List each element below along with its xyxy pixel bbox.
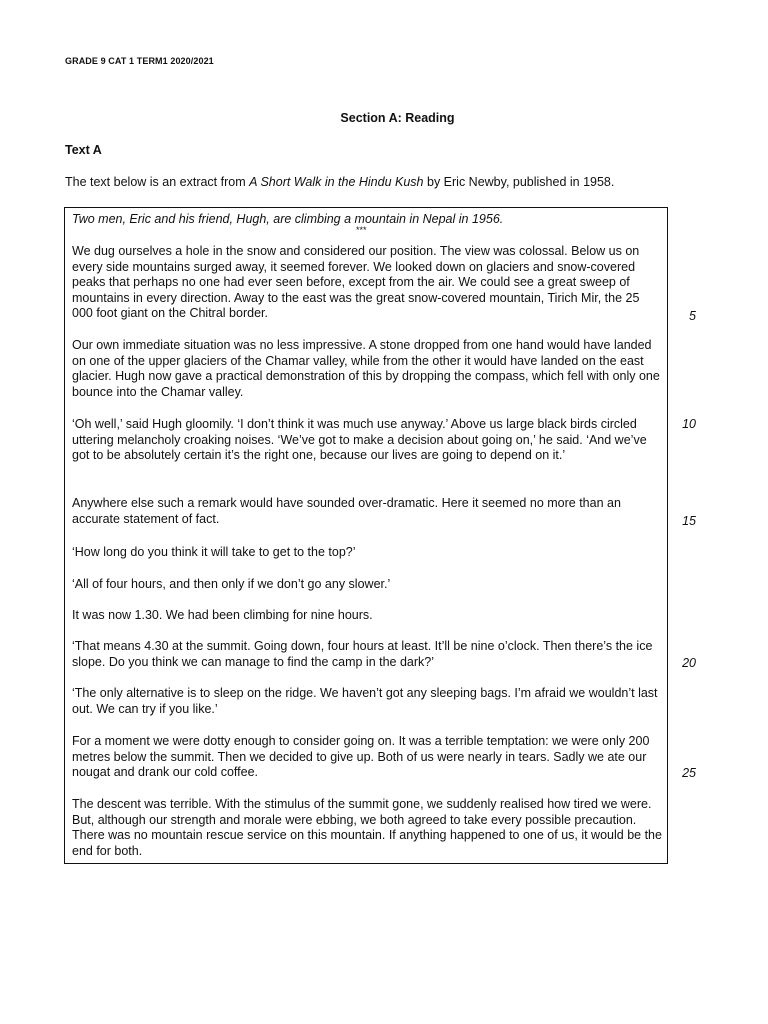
line-number: 20 bbox=[682, 656, 696, 670]
passage-paragraph-1: We dug ourselves a hole in the snow and considered our position. The view was colossal. Below us on every side mountains surged away, it seemed forever. We looked down on glaciers and snow-covered peaks that perhaps no one had ever seen before, except from the air. We could see a great sweep of mountains in every direction. Away to the east was the great snow-covered mountain, Tirich Mir, the 25 000 foot giant on the Chitral border. bbox=[72, 244, 640, 321]
intro-prefix: The text below is an extract from bbox=[65, 175, 250, 189]
passage-paragraph-9: ‘The only alternative is to sleep on the ridge. We haven’t got any sleeping bags. I’m afraid we wouldn’t last out. We can try if you like.’ bbox=[72, 686, 658, 716]
line-number: 5 bbox=[689, 309, 696, 323]
passage-paragraph-2: Our own immediate situation was no less impressive. A stone dropped from one hand would have landed on one of the upper glaciers of the Chamar valley, while from the other it would have landed on the east glacier. Hugh now gave a practical demonstration of this by dropping the compass, which fell with only one bounce into the Chamar valley. bbox=[72, 338, 660, 399]
line-number: 15 bbox=[682, 514, 696, 528]
section-title: Section A: Reading bbox=[340, 111, 455, 125]
book-title: A Short Walk in the Hindu Kush bbox=[249, 175, 424, 189]
passage-paragraph-4: Anywhere else such a remark would have sounded over-dramatic. Here it seemed no more than an accurate statement of fact. bbox=[72, 496, 621, 526]
intro-suffix: by Eric Newby, published in 1958. bbox=[423, 175, 615, 189]
text-label: Text A bbox=[65, 143, 102, 157]
passage-paragraph-7: It was now 1.30. We had been climbing for nine hours. bbox=[72, 608, 373, 622]
passage-paragraph-5: ‘How long do you think it will take to get to the top?’ bbox=[72, 545, 356, 559]
document-header: GRADE 9 CAT 1 TERM1 2020/2021 bbox=[65, 56, 214, 66]
passage-paragraph-6: ‘All of four hours, and then only if we don’t go any slower.’ bbox=[72, 577, 391, 591]
line-number: 25 bbox=[682, 766, 696, 780]
passage-separator: *** bbox=[356, 225, 367, 235]
intro-sentence bbox=[65, 175, 614, 189]
passage-paragraph-10: For a moment we were dotty enough to consider going on. It was a terrible temptation: we were only 200 metres below the summit. Then we decided to give up. Both of us were nearly in tears. Sadly we ate our nougat and drank our cold coffee. bbox=[72, 734, 650, 780]
passage-paragraph-11: The descent was terrible. With the stimulus of the summit gone, we suddenly realised how tired we were. But, although our strength and morale were ebbing, we both agreed to take every possible precaution. There was no mountain rescue service on this mountain. If anything happened to one of us, it would be the end for both. bbox=[72, 797, 662, 858]
passage-paragraph-3: ‘Oh well,’ said Hugh gloomily. ‘I don’t think it was much use anyway.’ Above us large black birds circled uttering melancholy croaking noises. ‘We’ve got to make a decision about going on,’ he said. ‘And we’ve got to be absolutely certain it’s the right one, because our lives are going to depend on it.’ bbox=[72, 417, 647, 463]
passage-context: Two men, Eric and his friend, Hugh, are climbing a mountain in Nepal in 1956. bbox=[72, 212, 504, 226]
line-number: 10 bbox=[682, 417, 696, 431]
passage-paragraph-8: ‘That means 4.30 at the summit. Going down, four hours at least. It’ll be nine o’clock. Then there’s the ice slope. Do you think we can manage to find the camp in the dark?’ bbox=[72, 639, 653, 669]
